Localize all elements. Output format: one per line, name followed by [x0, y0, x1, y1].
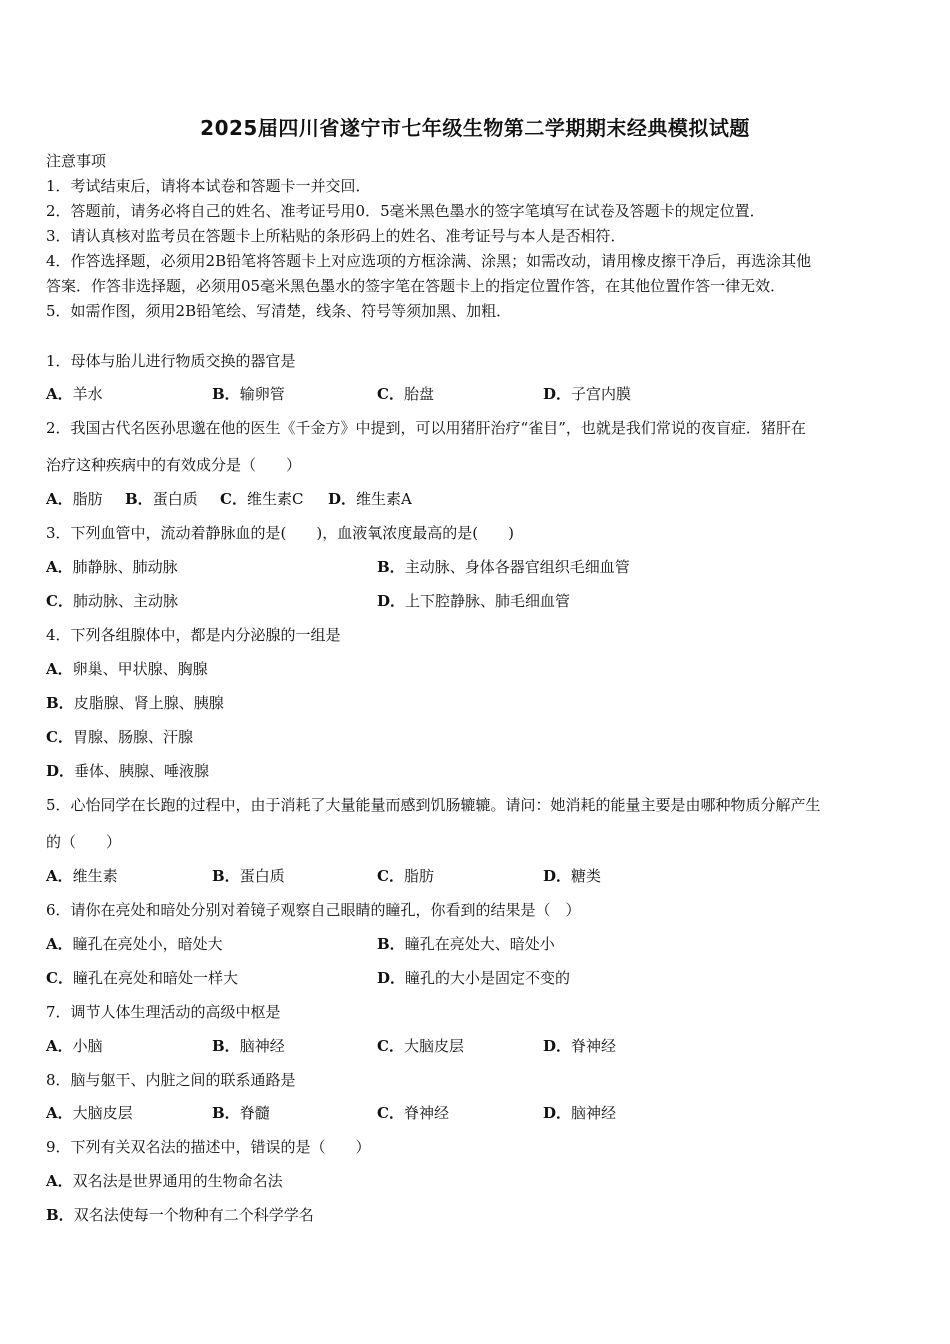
option-text: 胎盘 [403, 385, 434, 403]
option-text: 肺动脉、主动脉 [72, 592, 178, 610]
option-c [377, 1036, 464, 1056]
question-stem: 8．脑与躯干、内脏之间的联系通路是 [46, 1071, 296, 1089]
option-text: 双名法是世界通用的生物命名法 [72, 1172, 283, 1190]
option-a [46, 1171, 283, 1191]
option-label: D． [543, 1037, 572, 1055]
option-c [377, 866, 434, 886]
notice-item: 2．答题前，请务必将自己的姓名、准考证号用0．5毫米黑色墨水的签字笔填写在试卷及答题卡的规定位置． [46, 202, 765, 220]
option-c [220, 489, 303, 509]
option-text: 子宫内膜 [571, 385, 632, 403]
question-stem: 1．母体与胎儿进行物质交换的器官是 [46, 352, 296, 370]
question-stem: 3．下列血管中，流动着静脉血的是( )，血液氧浓度最高的是( ) [46, 524, 514, 542]
option-label: C． [220, 490, 247, 508]
option-a [46, 866, 118, 886]
option-d [543, 1036, 616, 1056]
question-stem: 5．心怡同学在长跑的过程中，由于消耗了大量能量而感到饥肠辘辘。请问：她消耗的能量主要是由哪种物质分解产生 [46, 796, 821, 814]
option-d [377, 968, 570, 988]
option-label: C． [377, 1037, 404, 1055]
option-text: 脑神经 [239, 1037, 285, 1055]
option-text: 瞳孔在亮处和暗处一样大 [72, 969, 238, 987]
option-label: A． [46, 1037, 73, 1055]
option-b [212, 1036, 285, 1056]
option-a [46, 384, 103, 404]
option-text: 维生素C [246, 490, 304, 508]
option-label: A． [46, 867, 73, 885]
option-a [46, 659, 208, 679]
option-text: 垂体、胰腺、唾液腺 [74, 762, 210, 780]
option-label: A． [46, 1104, 73, 1122]
option-text: 卵巢、甲状腺、胸腺 [72, 660, 208, 678]
option-b [377, 557, 630, 577]
option-text: 维生素A [356, 490, 412, 508]
question-stem: 2．我国古代名医孙思邈在他的医生《千金方》中提到，可以用猪肝治疗“雀目”，也就是我们常说的夜盲症．猪肝在 [46, 419, 806, 437]
option-text: 皮脂腺、肾上腺、胰腺 [73, 694, 224, 712]
option-text: 主动脉、身体各器官组织毛细血管 [404, 558, 630, 576]
notice-item: 5．如需作图，须用2B铅笔绘、写清楚，线条、符号等须加黑、加粗． [46, 302, 512, 320]
option-b [212, 384, 285, 404]
question-stem: 7．调节人体生理活动的高级中枢是 [46, 1003, 281, 1021]
option-label: D． [328, 490, 357, 508]
option-c [46, 727, 193, 747]
option-label: A． [46, 558, 73, 576]
option-label: B． [377, 558, 405, 576]
notice-heading: 注意事项 [46, 152, 107, 170]
option-label: C． [46, 969, 73, 987]
option-text: 脂肪 [403, 867, 434, 885]
option-text: 大脑皮层 [403, 1037, 464, 1055]
question-stem: 6．请你在亮处和暗处分别对着镜子观察自己眼睛的瞳孔，你看到的结果是（ ） [46, 901, 581, 919]
option-text: 双名法使每一个物种有二个科学学名 [73, 1206, 314, 1224]
option-text: 维生素 [72, 867, 118, 885]
option-label: C． [46, 728, 73, 746]
option-label: A． [46, 490, 73, 508]
option-a [46, 934, 223, 954]
option-text: 肺静脉、肺动脉 [72, 558, 178, 576]
option-label: B． [212, 385, 240, 403]
option-d [377, 591, 570, 611]
option-label: B． [212, 1104, 240, 1122]
option-c [377, 384, 434, 404]
notice-item: 4．作答选择题，必须用2B铅笔将答题卡上对应选项的方框涂满、涂黑；如需改动，请用橡皮擦干净后，再选涂其他 [46, 252, 812, 270]
option-label: B． [212, 1037, 240, 1055]
option-text: 上下腔静脉、肺毛细血管 [405, 592, 571, 610]
option-label: D． [46, 762, 75, 780]
option-label: C． [377, 1104, 404, 1122]
option-label: D． [543, 867, 572, 885]
question-stem: 4．下列各组腺体中，都是内分泌腺的一组是 [46, 626, 341, 644]
notice-item: 3．请认真核对监考员在答题卡上所粘贴的条形码上的姓名、准考证号与本人是否相符． [46, 227, 626, 245]
option-text: 羊水 [72, 385, 103, 403]
option-text: 输卵管 [239, 385, 285, 403]
option-b [377, 934, 555, 954]
option-text: 小脑 [72, 1037, 103, 1055]
option-label: B． [125, 490, 153, 508]
option-text: 蛋白质 [239, 867, 285, 885]
question-stem: 治疗这种疾病中的有效成分是（ ） [46, 456, 302, 474]
option-text: 胃腺、肠腺、汗腺 [72, 728, 193, 746]
option-d [543, 384, 631, 404]
option-a [46, 1103, 133, 1123]
option-text: 瞳孔的大小是固定不变的 [405, 969, 571, 987]
option-text: 脊神经 [403, 1104, 449, 1122]
option-label: B． [46, 1206, 74, 1224]
option-label: A． [46, 1172, 73, 1190]
option-b [46, 1205, 314, 1225]
option-a [46, 1036, 103, 1056]
option-label: D． [377, 969, 406, 987]
option-text: 脂肪 [72, 490, 103, 508]
option-text: 大脑皮层 [72, 1104, 133, 1122]
option-text: 瞳孔在亮处大、暗处小 [404, 935, 555, 953]
option-b [212, 1103, 270, 1123]
option-a [46, 489, 103, 509]
question-stem: 的（ ） [46, 833, 122, 851]
option-d [543, 866, 601, 886]
option-label: A． [46, 385, 73, 403]
option-c [46, 591, 178, 611]
notice-item: 1．考试结束后，请将本试卷和答题卡一并交回． [46, 177, 371, 195]
option-d [46, 761, 209, 781]
option-label: A． [46, 660, 73, 678]
option-c [377, 1103, 449, 1123]
option-b [125, 489, 198, 509]
option-label: D． [543, 385, 572, 403]
option-text: 脊髓 [239, 1104, 270, 1122]
option-label: C． [377, 385, 404, 403]
option-label: C． [377, 867, 404, 885]
option-text: 瞳孔在亮处小，暗处大 [72, 935, 223, 953]
option-label: B． [377, 935, 405, 953]
notice-item: 答案．作答非选择题，必须用05毫米黑色墨水的签字笔在答题卡上的指定位置作答，在其他位置作答一律无效． [46, 277, 786, 295]
option-b [46, 693, 224, 713]
option-text: 脊神经 [571, 1037, 617, 1055]
option-text: 蛋白质 [152, 490, 198, 508]
option-label: C． [46, 592, 73, 610]
option-b [212, 866, 285, 886]
question-stem: 9．下列有关双名法的描述中，错误的是（ ） [46, 1138, 371, 1156]
page-title: 2025届四川省遂宁市七年级生物第二学期期末经典模拟试题 [200, 116, 750, 140]
option-text: 糖类 [571, 867, 602, 885]
option-c [46, 968, 238, 988]
option-label: D． [543, 1104, 572, 1122]
option-label: B． [212, 867, 240, 885]
option-label: B． [46, 694, 74, 712]
option-label: A． [46, 935, 73, 953]
option-text: 脑神经 [571, 1104, 617, 1122]
option-a [46, 557, 178, 577]
option-d [328, 489, 412, 509]
option-label: D． [377, 592, 406, 610]
option-d [543, 1103, 616, 1123]
